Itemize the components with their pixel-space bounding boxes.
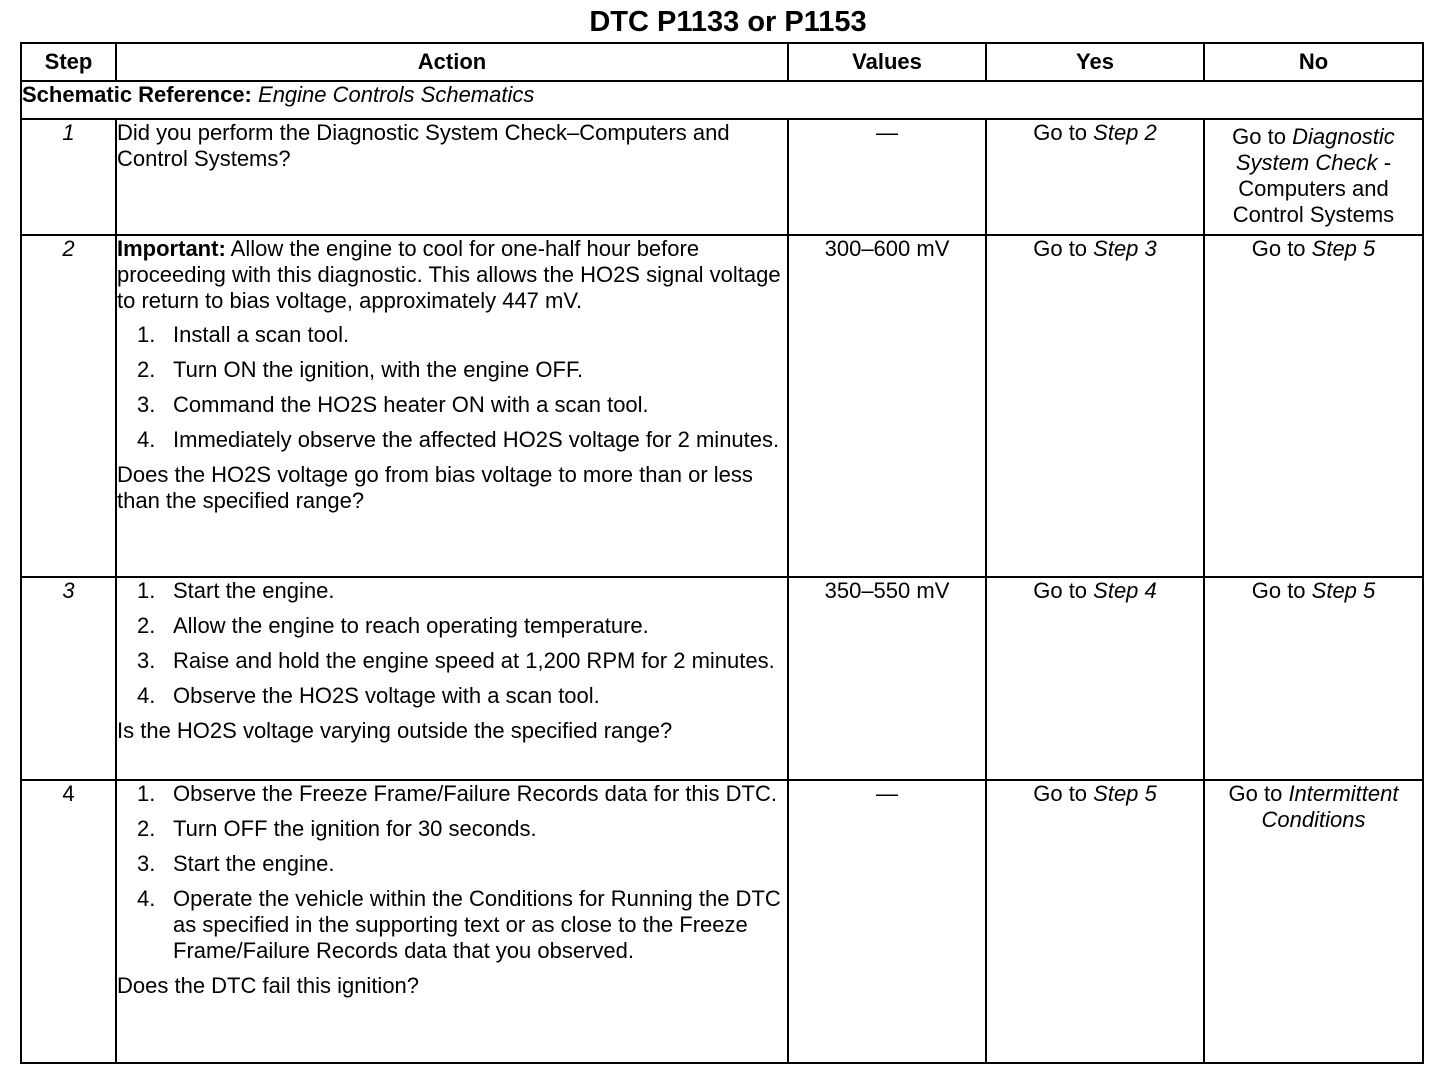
schematic-reference-label: Schematic Reference: [22, 82, 252, 107]
table-row [21, 235, 1423, 577]
list-item: 4. Observe the HO2S voltage with a scan tool. [137, 683, 600, 708]
action-question: Does the DTC fail this ignition? [117, 973, 420, 998]
list-item: 3. Start the engine. [137, 851, 335, 876]
no-prefix: Go to [1251, 578, 1312, 603]
step-number: 2 [21, 235, 116, 577]
yes-prefix: Go to [1033, 781, 1094, 806]
action-cell [116, 235, 788, 577]
header-action: Action [116, 43, 788, 81]
list-item: 2. Turn ON the ignition, with the engine OFF. [137, 357, 584, 382]
no-suffix: - Computers and Control Systems [1232, 150, 1395, 227]
table-row [21, 780, 1423, 1063]
yes-target-link[interactable]: Step 5 [1093, 781, 1157, 806]
no-prefix: Go to [1232, 124, 1293, 149]
important-text: Allow the engine to cool for one-half hour before proceeding with this diagnostic. This allows the HO2S signal voltage to return to bias voltage, approximately 447 mV. [117, 236, 781, 313]
list-item: 2. Allow the engine to reach operating temperature. [137, 613, 649, 638]
action-step-list [117, 781, 787, 964]
no-cell[interactable] [1204, 577, 1423, 780]
list-item: 1. Install a scan tool. [137, 322, 350, 347]
table-row [21, 577, 1423, 780]
diagnostic-table [20, 42, 1424, 1064]
action-question: Does the HO2S voltage go from bias voltage to more than or less than the specified range? [117, 462, 753, 513]
yes-target-link[interactable]: Step 4 [1093, 578, 1157, 603]
action-cell [116, 119, 788, 235]
table-row [21, 119, 1423, 235]
yes-cell[interactable] [986, 577, 1204, 780]
page-title: DTC P1133 or P1153 [589, 6, 867, 38]
schematic-reference-link[interactable]: Engine Controls Schematics [258, 82, 535, 107]
no-target-link[interactable]: Diagnostic System Check [1235, 124, 1395, 175]
no-prefix: Go to [1251, 236, 1312, 261]
values-cell: 350–550 mV [788, 577, 986, 780]
action-cell [116, 780, 788, 1063]
list-item: 4. Operate the vehicle within the Conditions for Running the DTC as specified in the supporting text or as close to the Freeze Frame/Failure Records data that you observed. [137, 886, 781, 963]
list-item: 3. Command the HO2S heater ON with a scan tool. [137, 392, 649, 417]
no-cell[interactable] [1204, 780, 1423, 1063]
step-number: 1 [21, 119, 116, 235]
step-number: 4 [21, 780, 116, 1063]
header-row [21, 43, 1423, 81]
list-item: 2. Turn OFF the ignition for 30 seconds. [137, 816, 537, 841]
no-target-link[interactable]: Step 5 [1311, 236, 1376, 261]
yes-target-link[interactable]: Step 2 [1093, 120, 1157, 145]
action-question: Is the HO2S voltage varying outside the specified range? [117, 718, 673, 743]
values-cell: 300–600 mV [788, 235, 986, 577]
yes-prefix: Go to [1033, 578, 1094, 603]
no-target-link[interactable]: Step 5 [1311, 578, 1376, 603]
step-number: 3 [21, 577, 116, 780]
action-step-list [117, 322, 787, 453]
yes-cell[interactable] [986, 235, 1204, 577]
yes-prefix: Go to [1033, 236, 1094, 261]
important-note [117, 236, 787, 314]
schematic-reference-row [21, 81, 1423, 119]
values-cell: — [788, 119, 986, 235]
action-cell [116, 577, 788, 780]
yes-cell[interactable] [986, 119, 1204, 235]
header-step: Step [21, 43, 116, 81]
action-question: Did you perform the Diagnostic System Check–Computers and Control Systems? [117, 120, 730, 171]
schematic-reference [21, 81, 1423, 119]
list-item: 1. Start the engine. [137, 578, 335, 603]
list-item: 3. Raise and hold the engine speed at 1,200 RPM for 2 minutes. [137, 648, 775, 673]
header-values: Values [788, 43, 986, 81]
header-yes: Yes [986, 43, 1204, 81]
no-prefix: Go to [1228, 781, 1289, 806]
header-no: No [1204, 43, 1423, 81]
no-cell[interactable] [1204, 119, 1423, 235]
list-item: 1. Observe the Freeze Frame/Failure Records data for this DTC. [137, 781, 777, 806]
yes-prefix: Go to [1033, 120, 1094, 145]
no-target-link[interactable]: Intermittent Conditions [1261, 781, 1399, 832]
action-step-list [117, 578, 787, 709]
important-label: Important: [117, 236, 226, 261]
yes-target-link[interactable]: Step 3 [1093, 236, 1157, 261]
yes-cell[interactable] [986, 780, 1204, 1063]
values-cell: — [788, 780, 986, 1063]
no-cell[interactable] [1204, 235, 1423, 577]
list-item: 4. Immediately observe the affected HO2S voltage for 2 minutes. [137, 427, 780, 452]
